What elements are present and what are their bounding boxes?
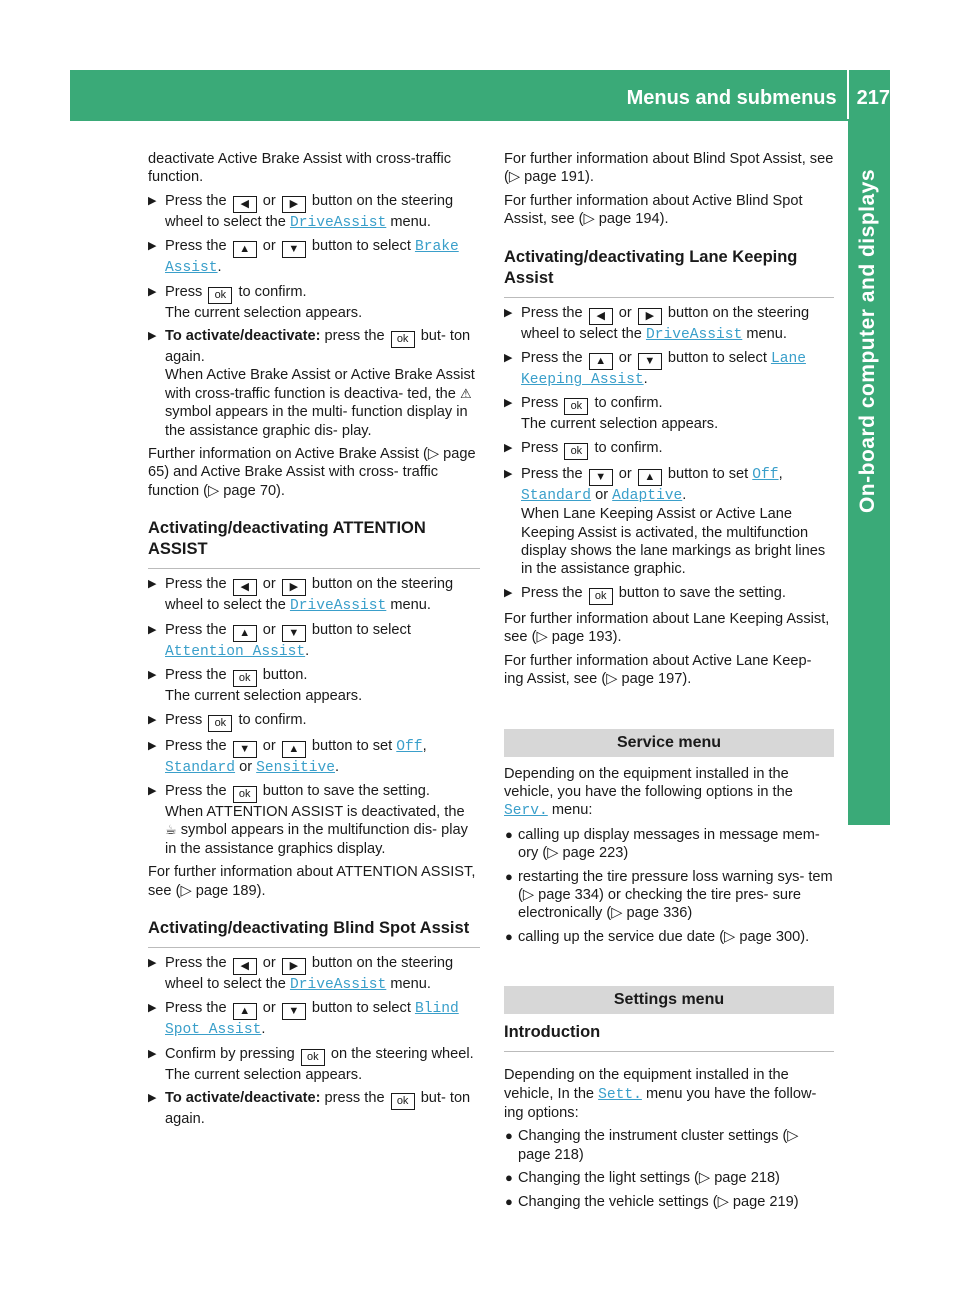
right-key-icon: ▶ [638,308,662,325]
ok-key-icon: ok [564,398,588,415]
ok-key-icon: ok [391,1093,415,1110]
list-item: ● Changing the light settings (▷ page 218) [505,1170,780,1187]
step-arrow-icon: ▶ [504,306,513,319]
bullet-icon: ● [505,826,513,842]
bullet-icon: ● [505,928,513,944]
step: ▶ Press the ◀ or ▶ button on the steering wheel to select the DriveAssist menu. [148,576,454,615]
further-info: Further information on Active Brake Assist (▷ page 65) and Active Brake Assist with cross- traffic function (▷ page 70). [148,446,476,499]
step: ▶ Press the ▲ or ▼ button to select Lane Keeping Assist. [504,350,806,389]
step-arrow-icon: ▶ [148,1092,157,1105]
step: ▶ Press ok to confirm. [148,711,480,732]
option-standard: Standard [165,759,236,776]
menu-name: DriveAssist [289,598,387,615]
menu-name: DriveAssist [289,214,387,231]
menu-item: Attention Assist [165,643,306,660]
step-arrow-icon: ▶ [504,467,513,480]
header-divider [847,68,849,119]
step-arrow-icon: ▶ [148,713,157,726]
option-standard: Standard [521,487,592,504]
up-key-icon: ▲ [233,241,257,258]
left-key-icon: ◀ [233,579,257,596]
ok-key-icon: ok [233,670,257,687]
bullet-icon: ● [505,1128,513,1144]
step-arrow-icon: ▶ [504,352,513,365]
ok-key-icon: ok [233,786,257,803]
option-off: Off [396,738,423,755]
right-key-icon: ▶ [282,958,306,975]
brake-assist-off-icon: ⚠ [459,385,472,401]
ok-key-icon: ok [564,443,588,460]
left-key-icon: ◀ [589,308,613,325]
list-item: ● calling up the service due date (▷ page 300). [505,928,810,945]
up-key-icon: ▲ [233,625,257,642]
section-heading: Introduction [504,1022,834,1052]
up-key-icon: ▲ [233,1003,257,1020]
further-info: For further information about Active Blind Spot Assist, see (▷ page 194). [504,192,803,228]
step: ▶ Press ok to confirm. The current selection appears. [148,283,363,321]
side-tab-label: On-board computer and displays [856,168,879,514]
ok-key-icon: ok [208,287,232,304]
further-info: For further information about Blind Spot Assist, see (▷ page 191). [504,151,834,186]
step-arrow-icon: ▶ [504,586,513,599]
step: ▶ Press the ▲ or ▼ button to select Blind Spot Assist. [148,1000,459,1039]
step-arrow-icon: ▶ [148,285,157,298]
step: ▶ Press the ▲ or ▼ button to select Attention Assist. [148,621,411,660]
menu-item: Brake Assist [165,239,459,277]
ok-key-icon: ok [391,331,415,348]
right-column [504,150,834,1216]
step-arrow-icon: ▶ [504,441,513,454]
side-tab-label-wrap [848,121,888,821]
step-arrow-icon: ▶ [148,330,157,343]
down-key-icon: ▼ [233,741,257,758]
menu-item: Blind Spot Assist [165,1001,459,1039]
section-heading: Activating/deactivating Lane Keeping Assist [504,247,834,298]
menu-name: Sett. [598,1086,642,1103]
list-item: ● Changing the instrument cluster settings (▷ page 218) [505,1128,799,1163]
step-arrow-icon: ▶ [148,194,157,207]
step: ▶ Press the ▼ or ▲ button to set Off, Standard or Adaptive. When Lane Keeping Assist or Active Lane Keeping Assist is activated, the multifunction display shows the lane markings as bright lines in the assistance graphic. [504,465,826,578]
step: ▶ Press the ◀ or ▶ button on the steering wheel to select the DriveAssist menu. [148,192,454,231]
page-number: 217 [856,86,890,109]
step-arrow-icon: ▶ [504,397,513,410]
ok-key-icon: ok [301,1049,325,1066]
service-intro: Depending on the equipment installed in the vehicle, you have the following options in the Serv. menu: [504,765,793,820]
step: ▶ To activate/deactivate: press the ok but- ton again. When Active Brake Assist or Active Brake Assist with cross-traffic function is deactiva- ted, the ⚠ symbol appears in the multi- function display in the assistance graphic dis- play. [148,328,475,439]
bullet-icon: ● [505,868,513,884]
down-key-icon: ▼ [282,625,306,642]
left-key-icon: ◀ [233,196,257,213]
step-arrow-icon: ▶ [148,739,157,752]
ok-key-icon: ok [589,588,613,605]
step-arrow-icon: ▶ [148,956,157,969]
step: ▶ Press the ▲ or ▼ button to select Brake Assist. [148,238,459,277]
bullet-icon: ● [505,1170,513,1186]
step: ▶ Press the ◀ or ▶ button on the steering wheel to select the DriveAssist menu. [504,304,810,343]
further-info: For further information about Active Lane Keep- ing Assist, see (▷ page 197). [504,652,812,688]
list-item: ● calling up display messages in message mem- ory (▷ page 223) [505,826,820,862]
step: ▶ Press ok to confirm. The current selection appears. [504,395,719,433]
menu-name: DriveAssist [645,326,743,343]
step-arrow-icon: ▶ [148,669,157,682]
ok-key-icon: ok [208,715,232,732]
down-key-icon: ▼ [638,353,662,370]
left-column [148,150,480,1134]
right-key-icon: ▶ [282,196,306,213]
step-arrow-icon: ▶ [148,240,157,253]
step: ▶ Press the ◀ or ▶ button on the steering wheel to select the DriveAssist menu. [148,954,454,993]
attention-assist-off-icon: ☕ [165,822,177,838]
bullet-icon: ● [505,1193,513,1209]
further-info: For further information about ATTENTION ASSIST, see (▷ page 189). [148,864,476,899]
option-off: Off [752,466,779,483]
up-key-icon: ▲ [638,469,662,486]
step-arrow-icon: ▶ [148,1002,157,1015]
step: ▶ Press the ok button to save the setting. [504,584,834,605]
up-key-icon: ▲ [589,353,613,370]
step: ▶ To activate/deactivate: press the ok but- ton again. [148,1090,471,1128]
further-info: For further information about Lane Keeping Assist, see (▷ page 193). [504,610,830,646]
list-item: ● Changing the vehicle settings (▷ page 219) [505,1193,799,1210]
step-arrow-icon: ▶ [148,1047,157,1060]
header-title: Menus and submenus [626,86,837,109]
list-item: ● restarting the tire pressure loss warning sys- tem (▷ page 334) or checking the tire pres- sure electronically (▷ page 336) [505,868,833,922]
step: ▶ Press the ▼ or ▲ button to set Off, Standard or Sensitive. [148,737,427,776]
step: ▶ Confirm by pressing ok on the steering wheel. The current selection appears. [148,1045,474,1083]
intro-text: deactivate Active Brake Assist with cross-traffic function. [148,151,452,186]
step-arrow-icon: ▶ [148,784,157,797]
up-key-icon: ▲ [282,741,306,758]
right-key-icon: ▶ [282,579,306,596]
left-key-icon: ◀ [233,958,257,975]
menu-name: DriveAssist [289,976,387,993]
header [627,80,890,116]
step: ▶ Press the ok button to save the setting. When ATTENTION ASSIST is deactivated, the ☕ symbol appears in the multifunction dis- play in the assistance graphics display. [148,782,468,857]
step: ▶ Press the ok button. The current selection appears. [148,667,363,705]
option-adaptive: Adaptive [612,487,683,504]
step-arrow-icon: ▶ [148,623,157,636]
step: ▶ Press ok to confirm. [504,439,834,460]
menu-name: Serv. [504,803,548,820]
down-key-icon: ▼ [589,469,613,486]
settings-intro: Depending on the equipment installed in the vehicle, In the Sett. menu you have the follow- ing options: [504,1067,817,1121]
section-heading: Activating/deactivating ATTENTION ASSIST [148,518,480,569]
step-arrow-icon: ▶ [148,578,157,591]
section-heading: Activating/deactivating Blind Spot Assist [148,918,480,948]
down-key-icon: ▼ [282,1003,306,1020]
option-sensitive: Sensitive [256,759,335,776]
down-key-icon: ▼ [282,241,306,258]
service-menu-heading: Service menu [504,729,834,757]
menu-item: Lane Keeping Assist [521,351,806,389]
settings-menu-heading: Settings menu [504,986,834,1014]
